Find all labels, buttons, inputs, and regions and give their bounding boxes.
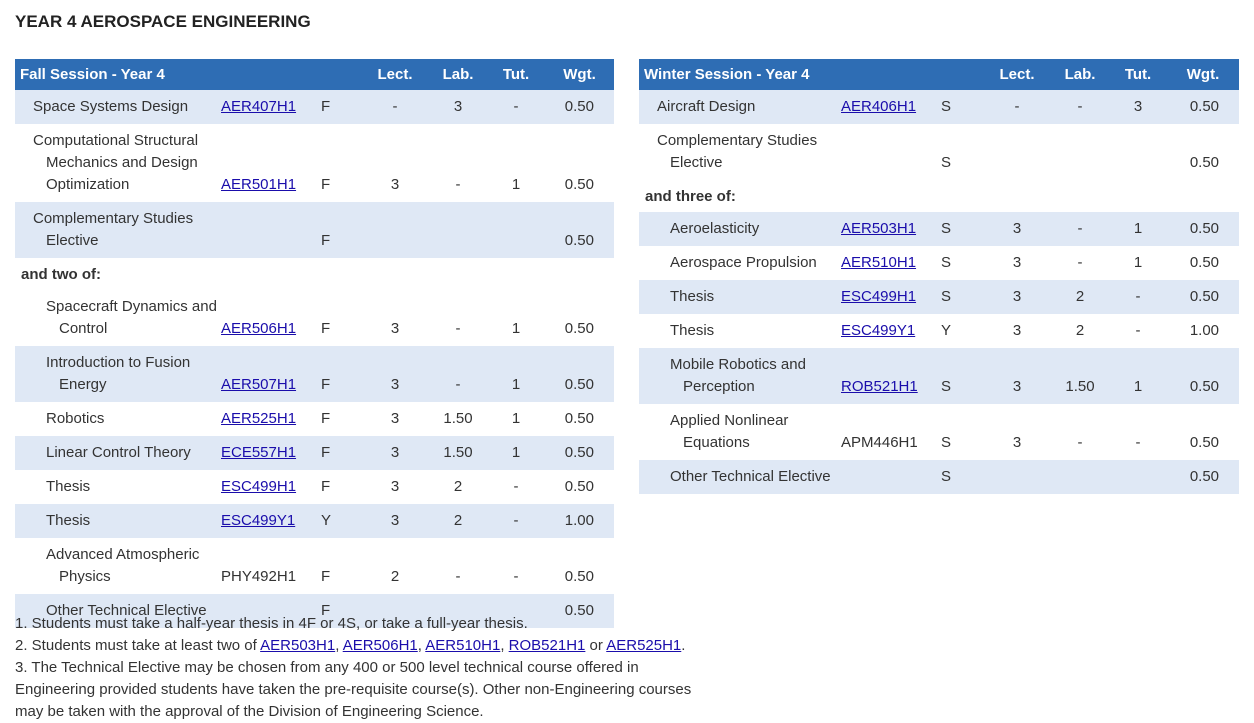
course-name-cell (15, 402, 221, 436)
footnotes (15, 613, 705, 723)
footnote-2 (15, 635, 705, 657)
tut-cell: - (487, 504, 545, 538)
course-name: Thesis (46, 478, 91, 495)
fall-session-table (15, 59, 614, 628)
course-name-cell (15, 436, 221, 470)
group-heading-row (15, 258, 614, 290)
wgt-cell: 0.50 (1189, 434, 1220, 451)
course-row (639, 124, 1239, 180)
lect-header: Lect. (983, 59, 1051, 90)
tut-cell (487, 202, 545, 258)
tut-cell: - (513, 478, 519, 495)
wgt-cell: 0.50 (545, 436, 614, 470)
page-title: YEAR 4 AEROSPACE ENGINEERING (15, 12, 311, 31)
term-cell: S (941, 154, 952, 171)
lab-cell: 2 (429, 504, 487, 538)
course-name-cell (15, 504, 221, 538)
tut-cell (1109, 124, 1167, 180)
course-name-cell (639, 280, 841, 314)
footnote-1: 1. Students must take a half-year thesis in 4F or 4S, or take a full-year thesis. (15, 615, 528, 632)
course-code-link[interactable]: AER501H1 (221, 176, 297, 193)
term-cell: F (321, 90, 361, 124)
course-name: Complementary Studies Elective (33, 210, 194, 249)
footnote-separator: or (585, 637, 607, 654)
tut-cell: 1 (511, 410, 521, 427)
course-name: Introduction to Fusion Energy (46, 354, 191, 393)
course-code: PHY492H1 (221, 568, 297, 585)
lect-cell: 3 (361, 504, 429, 538)
course-code-link[interactable]: ESC499Y1 (841, 322, 916, 339)
course-name-cell (639, 124, 841, 180)
wgt-cell: 0.50 (1167, 212, 1239, 246)
course-code: APM446H1 (841, 434, 918, 451)
course-name-cell (639, 212, 841, 246)
course-row (15, 90, 614, 124)
lab-cell: - (455, 320, 461, 337)
lab-cell: - (455, 568, 461, 585)
course-row (639, 348, 1239, 404)
tut-cell: - (1135, 322, 1141, 339)
footnote-2-text: 2. Students must take at least two of (15, 637, 261, 654)
lab-cell: 2 (453, 478, 463, 495)
course-code-link[interactable]: ECE557H1 (221, 444, 297, 461)
term-cell: F (321, 436, 361, 470)
course-code-link[interactable]: AER407H1 (221, 98, 297, 115)
wgt-cell: 0.50 (1167, 280, 1239, 314)
lab-header: Lab. (1051, 59, 1109, 90)
wgt-cell: 0.50 (1167, 90, 1239, 124)
term-cell: F (321, 568, 331, 585)
course-name: Robotics (46, 410, 105, 427)
course-row (15, 538, 614, 594)
course-code-link[interactable]: AER406H1 (841, 98, 917, 115)
course-name: Linear Control Theory (46, 444, 191, 461)
lab-cell (1051, 124, 1109, 180)
lect-cell: 3 (1012, 254, 1022, 271)
wgt-cell: 0.50 (545, 346, 614, 402)
course-code-cell (841, 460, 941, 494)
lect-cell (361, 202, 429, 258)
group-heading: and three of: (645, 187, 736, 205)
course-name: Spacecraft Dynamics and Control (46, 298, 217, 337)
course-name: Mobile Robotics and Perception (670, 356, 806, 395)
lect-cell: 3 (1012, 434, 1022, 451)
course-row (639, 280, 1239, 314)
course-code-cell (841, 348, 941, 404)
fall-session-heading: Fall Session - Year 4 (15, 59, 361, 90)
winter-session-table (639, 59, 1239, 494)
wgt-cell: 1.00 (1189, 322, 1220, 339)
course-code-cell (221, 290, 321, 346)
wgt-cell: 0.50 (564, 320, 594, 337)
lect-cell: 3 (361, 346, 429, 402)
course-name-cell (15, 290, 221, 346)
course-name: Thesis (46, 512, 91, 529)
course-code-link[interactable]: ESC499H1 (841, 288, 917, 305)
winter-header-row (639, 59, 1239, 90)
lect-cell: - (983, 90, 1051, 124)
lect-cell: 3 (983, 348, 1051, 404)
course-name-cell (639, 348, 841, 404)
course-name: Aircraft Design (657, 98, 756, 115)
course-name: Thesis (670, 288, 715, 305)
course-name-cell (15, 346, 221, 402)
lect-cell: 3 (983, 212, 1051, 246)
lab-cell: 1.50 (1051, 348, 1109, 404)
tut-cell: 1 (511, 176, 521, 193)
footnote-course-link[interactable]: AER525H1 (606, 637, 682, 654)
lect-cell: - (361, 90, 429, 124)
course-row (15, 504, 614, 538)
tut-cell: 1 (1109, 212, 1167, 246)
tut-cell: - (1135, 434, 1141, 451)
lect-cell: 3 (390, 320, 400, 337)
course-name-cell (15, 90, 221, 124)
course-code-cell (841, 90, 941, 124)
footnote-separator: , (335, 637, 343, 654)
lab-cell: - (1077, 254, 1083, 271)
course-code-link[interactable]: AER525H1 (221, 410, 297, 427)
lect-cell: 3 (983, 280, 1051, 314)
lect-cell: 3 (361, 436, 429, 470)
tut-cell: 3 (1109, 90, 1167, 124)
course-row (15, 402, 614, 436)
course-name-cell (15, 202, 221, 258)
term-cell: F (321, 320, 331, 337)
lab-cell: - (1051, 212, 1109, 246)
lab-header: Lab. (429, 59, 487, 90)
course-row (639, 460, 1239, 494)
course-row (639, 212, 1239, 246)
group-heading: and two of: (21, 265, 101, 283)
lab-cell: 1.50 (443, 410, 473, 427)
term-cell: F (321, 594, 361, 628)
course-code-cell (221, 504, 321, 538)
course-code-cell (221, 402, 321, 436)
footnote-separator: , (500, 637, 509, 654)
lect-cell (983, 124, 1051, 180)
wgt-cell: 0.50 (545, 594, 614, 628)
wgt-cell: 0.50 (545, 90, 614, 124)
course-code-cell (841, 314, 941, 348)
lab-cell (429, 202, 487, 258)
tut-cell: 1 (511, 320, 521, 337)
course-code-cell (221, 124, 321, 202)
course-name-cell (639, 246, 841, 280)
wgt-cell: 0.50 (564, 176, 594, 193)
tut-cell (1109, 460, 1167, 494)
course-row (639, 404, 1239, 460)
term-cell: Y (321, 504, 361, 538)
lab-cell: - (1077, 434, 1083, 451)
course-code-cell (841, 212, 941, 246)
course-row (15, 346, 614, 402)
fall-header-row (15, 59, 614, 90)
course-name: Aeroelasticity (670, 220, 760, 237)
lab-cell: - (1051, 90, 1109, 124)
course-name-cell (639, 460, 841, 494)
term-cell: Y (941, 322, 952, 339)
course-name-cell (15, 538, 221, 594)
wgt-cell: 0.50 (545, 202, 614, 258)
course-code-link[interactable]: AER506H1 (221, 320, 297, 337)
wgt-cell: 1.00 (545, 504, 614, 538)
lab-cell: 1.50 (429, 436, 487, 470)
course-name: Complementary Studies Elective (657, 132, 818, 171)
wgt-cell: 0.50 (564, 478, 594, 495)
lect-cell: 3 (1012, 322, 1022, 339)
course-name: Advanced Atmospheric Physics (46, 546, 200, 585)
wgt-cell: 0.50 (1167, 460, 1239, 494)
course-code-link[interactable]: ESC499Y1 (221, 512, 296, 529)
course-code-link[interactable]: AER507H1 (221, 376, 297, 393)
lect-cell: 2 (390, 568, 400, 585)
tut-cell: - (513, 568, 519, 585)
course-name-cell (639, 314, 841, 348)
lect-cell (983, 460, 1051, 494)
course-name: Other Technical Elective (46, 602, 207, 619)
course-name-cell (639, 90, 841, 124)
lab-cell: 2 (1075, 322, 1085, 339)
term-cell: F (321, 346, 361, 402)
wgt-cell: 0.50 (1189, 254, 1220, 271)
tut-cell: - (1109, 280, 1167, 314)
tut-cell: 1 (1133, 254, 1143, 271)
group-heading-row (639, 180, 1239, 212)
course-row (15, 470, 614, 504)
term-cell: S (941, 212, 983, 246)
lect-cell: 3 (390, 478, 400, 495)
lab-cell (1051, 460, 1109, 494)
course-row (15, 290, 614, 346)
wgt-cell: 0.50 (1189, 154, 1220, 171)
lab-cell: - (455, 176, 461, 193)
footnote-separator: , (417, 637, 426, 654)
term-cell: S (941, 434, 952, 451)
wgt-cell: 0.50 (1167, 348, 1239, 404)
wgt-header: Wgt. (545, 59, 614, 90)
lab-cell: 3 (429, 90, 487, 124)
tut-cell: 1 (1109, 348, 1167, 404)
footnote-course-link[interactable]: AER506H1 (342, 637, 418, 654)
term-cell: F (321, 176, 331, 193)
course-code-cell (221, 538, 321, 594)
course-code-cell (221, 436, 321, 470)
term-cell: F (321, 410, 331, 427)
course-code-cell (221, 470, 321, 504)
course-name: Applied Nonlinear Equations (670, 412, 789, 451)
footnote-course-link[interactable]: AER503H1 (260, 637, 336, 654)
tut-cell: - (487, 90, 545, 124)
tut-cell: 1 (487, 346, 545, 402)
tut-cell: 1 (487, 436, 545, 470)
course-name-cell (15, 124, 221, 202)
course-code-link[interactable]: AER503H1 (841, 220, 917, 237)
course-name: Thesis (670, 322, 715, 339)
course-code-cell (841, 124, 941, 180)
lect-cell: 3 (390, 410, 400, 427)
course-name-cell (639, 404, 841, 460)
course-name: Aerospace Propulsion (670, 254, 817, 271)
term-cell: S (941, 280, 983, 314)
footnote-course-link[interactable]: ROB521H1 (508, 637, 586, 654)
footnote-separator: . (681, 637, 686, 654)
course-row (15, 436, 614, 470)
course-code-cell (221, 202, 321, 258)
course-row (639, 90, 1239, 124)
lab-cell: - (429, 346, 487, 402)
term-cell: S (941, 254, 952, 271)
course-row (15, 202, 614, 258)
course-row (639, 314, 1239, 348)
lect-cell: 3 (390, 176, 400, 193)
footnote-course-link[interactable]: AER510H1 (425, 637, 501, 654)
lect-header: Lect. (361, 59, 429, 90)
course-row (639, 246, 1239, 280)
course-name-cell (15, 470, 221, 504)
tut-header: Tut. (1109, 59, 1167, 90)
course-code-cell (841, 280, 941, 314)
lab-cell: 2 (1051, 280, 1109, 314)
wgt-cell: 0.50 (564, 568, 594, 585)
term-cell: F (321, 478, 331, 495)
course-code-link[interactable]: ROB521H1 (841, 378, 918, 395)
term-cell: F (321, 202, 361, 258)
footnote-3: 3. The Technical Elective may be chosen from any 400 or 500 level technical course offered in Engineering provided students have taken the pre-requisite course(s). Other non-Engineering courses may be taken with the approval of the Division of Engineering Science. (15, 659, 692, 720)
course-code-cell (221, 346, 321, 402)
term-cell: S (941, 460, 983, 494)
tut-header: Tut. (487, 59, 545, 90)
winter-session-heading: Winter Session - Year 4 (639, 59, 983, 90)
course-code-cell (841, 246, 941, 280)
wgt-header: Wgt. (1167, 59, 1239, 90)
term-cell: S (941, 348, 983, 404)
course-code-cell (221, 90, 321, 124)
course-code-cell (841, 404, 941, 460)
term-cell: S (941, 90, 983, 124)
course-name: Space Systems Design (33, 98, 189, 115)
wgt-cell: 0.50 (564, 410, 594, 427)
course-name: Other Technical Elective (670, 468, 831, 485)
course-code-link[interactable]: AER510H1 (841, 254, 917, 271)
course-name: Computational Structural Mechanics and Design Optimization (33, 132, 199, 193)
course-row (15, 124, 614, 202)
course-code-link[interactable]: ESC499H1 (221, 478, 297, 495)
